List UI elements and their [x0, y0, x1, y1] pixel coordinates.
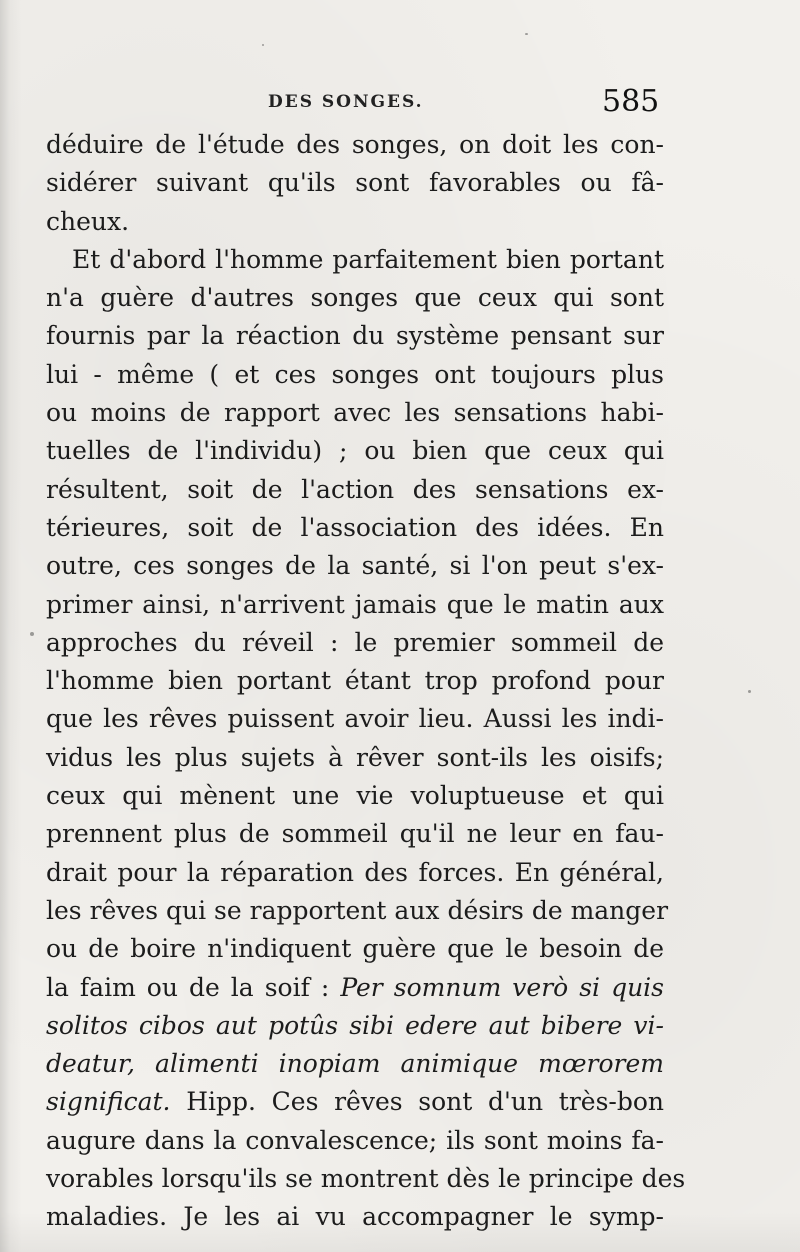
text-line: primer ainsi, n'arrivent jamais que le matin aux: [46, 589, 664, 619]
paper-speck: [748, 690, 751, 693]
text-line: que les rêves puissent avoir lieu. Aussi les indi-: [46, 704, 664, 734]
text-line: ou moins de rapport avec les sensations habi-: [46, 398, 664, 428]
body-text: [46, 126, 686, 1237]
page-number: 585: [602, 84, 660, 119]
text-line: lui - même ( et ces songes ont toujours plus: [46, 359, 664, 389]
text-line-mixed: [46, 969, 664, 1007]
paragraph-start-line: Et d'abord l'homme parfaitement bien portant: [72, 244, 664, 274]
text-line: tuelles de l'individu) ; ou bien que ceux qui: [46, 436, 664, 466]
text-line: prennent plus de sommeil qu'il ne leur en fau-: [46, 819, 664, 849]
latin-quote-line: solitos cibos aut potûs sibi edere aut bibere vi-: [46, 1010, 664, 1040]
text-segment: la faim ou de la soif :: [46, 972, 330, 1002]
text-line: déduire de l'étude des songes, on doit les con-: [46, 130, 664, 159]
text-line: les rêves qui se rapportent aux désirs de manger: [46, 895, 669, 925]
latin-quote-segment: significat.: [46, 1087, 171, 1117]
text-line: ceux qui mènent une vie voluptueuse et qui: [46, 781, 664, 811]
text-line: ou de boire n'indiquent guère que le besoin de: [46, 934, 664, 964]
text-line: cheux.: [46, 206, 130, 236]
text-line: fournis par la réaction du système pensant sur: [46, 321, 664, 351]
text-line: térieures, soit de l'association des idées. En: [46, 512, 664, 542]
latin-quote-line: deatur, alimenti inopiam animique mœrorem: [46, 1049, 664, 1079]
text-line: outre, ces songes de la santé, si l'on peut s'ex-: [46, 551, 664, 581]
text-line-mixed: [46, 1083, 664, 1121]
text-line: résultent, soit de l'action des sensations ex-: [46, 474, 664, 504]
text-line: augure dans la convalescence; ils sont moins fa-: [46, 1125, 664, 1155]
text-line: vidus les plus sujets à rêver sont-ils les oisifs;: [46, 742, 664, 772]
text-line: maladies. Je les ai vu accompagner le symp-: [46, 1202, 664, 1232]
running-head: [0, 84, 800, 124]
latin-quote-segment: Per somnum verò si quis: [340, 972, 665, 1002]
running-title: DES SONGES.: [268, 92, 424, 112]
text-line: drait pour la réparation des forces. En général,: [46, 857, 664, 887]
paper-speck: [525, 33, 528, 35]
text-segment: Hipp. Ces rêves sont d'un très-bon: [186, 1087, 665, 1117]
paper-speck: [30, 632, 34, 636]
text-line: vorables lorsqu'ils se montrent dès le principe des: [46, 1164, 686, 1194]
text-line: n'a guère d'autres songes que ceux qui sont: [46, 283, 664, 313]
text-line: l'homme bien portant étant trop profond pour: [46, 666, 664, 696]
text-line: approches du réveil : le premier sommeil de: [46, 627, 664, 657]
paper-speck: [262, 44, 264, 46]
text-line: sidérer suivant qu'ils sont favorables ou fâ-: [46, 168, 664, 198]
